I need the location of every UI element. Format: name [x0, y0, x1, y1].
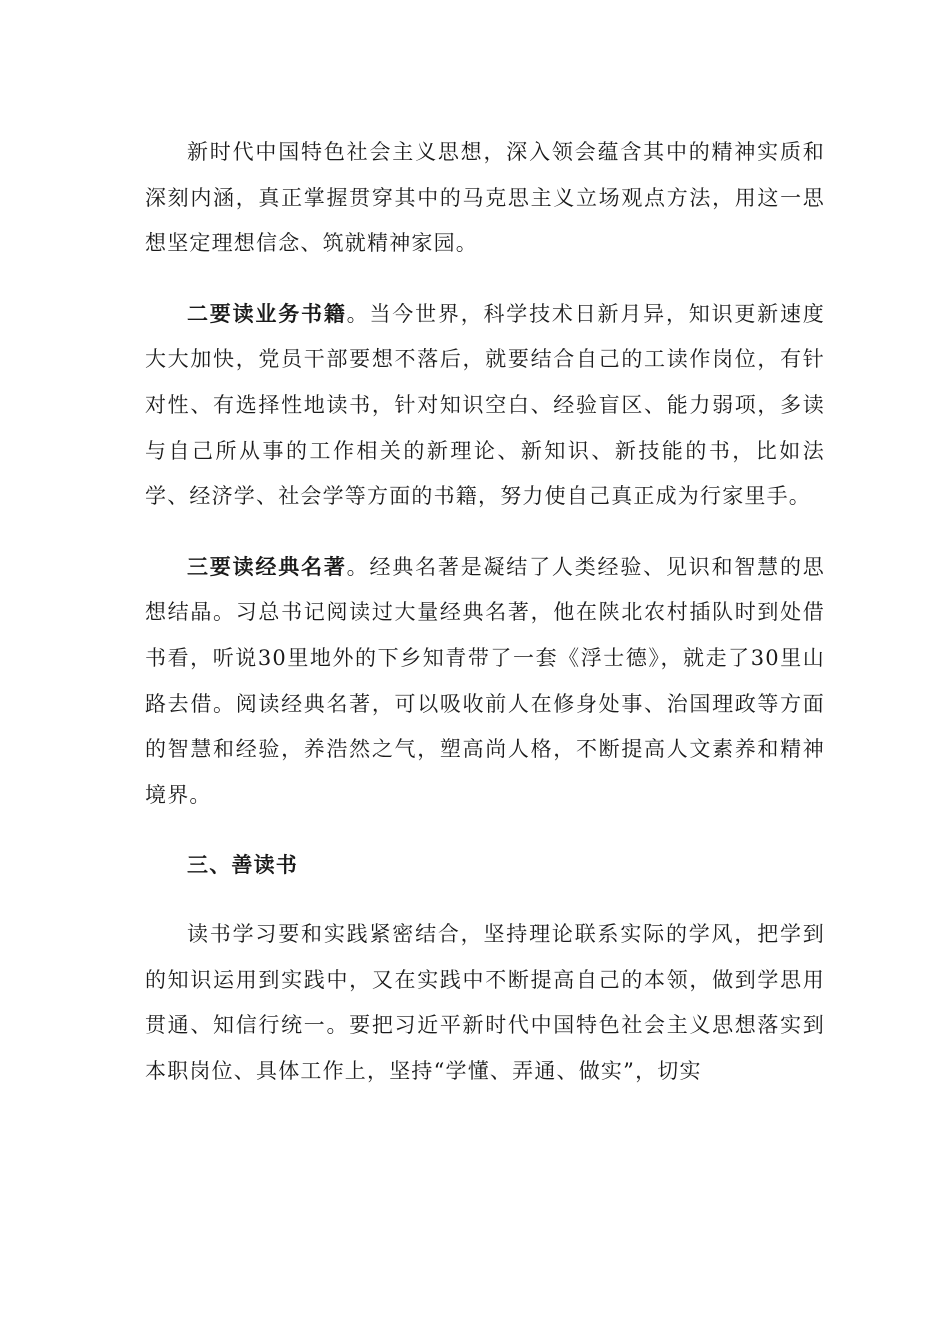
- paragraph-4: [145, 912, 825, 1094]
- paragraph-2-lead: 二要读业务书籍: [187, 300, 347, 326]
- paragraph-1: [145, 130, 825, 267]
- section-heading: 三、善读书: [187, 852, 298, 878]
- paragraph-3: [145, 544, 825, 819]
- paragraph-3-text: 。经典名著是凝结了人类经验、见识和智慧的思想结晶。习总书记阅读过大量经典名著，他在陕北农村插队时到处借书看，听说30里地外的下乡知青带了一套《浮士德》，就走了30里山路去借。阅读经典名著，可以吸收前人在修身处事、治国理政等方面的智慧和经验，养浩然之气，塑高尚人格，不断提高人文素养和精神境界。: [145, 554, 825, 807]
- paragraph-2-text: 。当今世界，科学技术日新月异，知识更新速度大大加快，党员干部要想不落后，就要结合自己的工读作岗位，有针对性、有选择性地读书，针对知识空白、经验盲区、能力弱项，多读与自己所从事的工作相关的新理论、新知识、新技能的书，比如法学、经济学、社会学等方面的书籍，努力使自己真正成为行家里手。: [145, 301, 825, 509]
- paragraph-2: [145, 291, 825, 520]
- paragraph-3-lead: 三要读经典名著: [187, 553, 347, 579]
- paragraph-4-text: 读书学习要和实践紧密结合，坚持理论联系实际的学风，把学到的知识运用到实践中，又在实践中不断提高自己的本领，做到学思用贯通、知信行统一。要把习近平新时代中国特色社会主义思想落实到本职岗位、具体工作上，坚持“学懂、弄通、做实”，切实: [145, 921, 825, 1083]
- document-body: [145, 130, 825, 1118]
- paragraph-1-text: 新时代中国特色社会主义思想，深入领会蕴含其中的精神实质和深刻内涵，真正掌握贯穿其中的马克思主义立场观点方法，用这一思想坚定理想信念、筑就精神家园。: [145, 140, 825, 256]
